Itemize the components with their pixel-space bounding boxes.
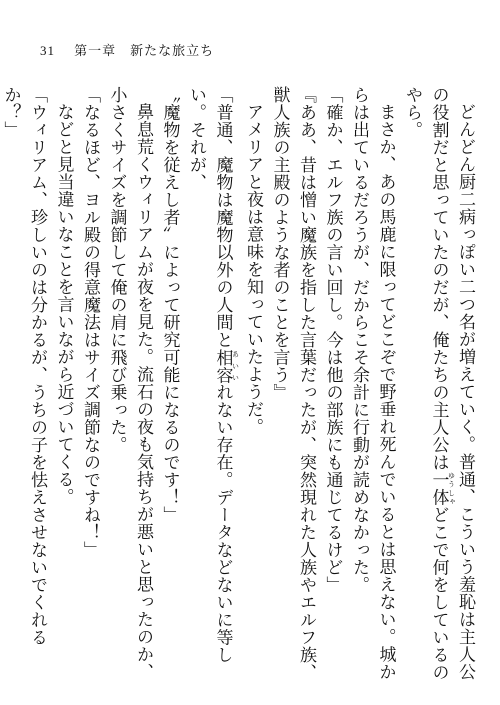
dialogue-line: 「確か、エルフ族の言い回し。今は他の部族にも通じてるけど」	[322, 86, 343, 594]
ruby-reading: ゆうしゃ	[447, 471, 456, 506]
paragraph: まさか、あの馬鹿に限ってどこぞで野垂れ死んでいるとは思えない。城からは出ているだろうが、だからこそ余計に行動が読めなかった。	[349, 86, 396, 681]
page-number: 31	[40, 43, 55, 58]
ruby-base: 相容	[212, 348, 233, 384]
paragraph: 鼻息荒くウィリアムが夜を見た。流石の夜も気持ちが悪いと思ったのか、小さくサイズを調節して俺の肩に飛び乗った。	[106, 86, 153, 681]
paragraph: アメリアと夜は意味を知っていたようだ。	[243, 103, 263, 436]
ruby-annotation	[212, 348, 240, 384]
ruby-annotation	[428, 471, 456, 506]
dialogue-line: 〝魔物を従えし者〟によって研究可能になるのです！」	[159, 86, 180, 524]
dialogue-line: 「ウィリアム、珍しいのは分かるが、うちの子を怯えさせないでくれるか？」	[0, 86, 47, 646]
dialogue-line: 「なるほど、ヨル殿の得意魔法はサイズ調節なのですね！」	[80, 86, 100, 559]
paragraph	[399, 86, 479, 684]
dialogue-line	[183, 86, 240, 684]
running-head	[40, 40, 214, 59]
paragraph: などと見当違いなことを言いながら近づいてくる。	[53, 103, 74, 506]
ruby-base: 一体	[428, 471, 449, 506]
paragraph-text: 「普通、魔物は魔物以外の人間と	[212, 86, 233, 349]
ruby-reading: あいい	[231, 348, 240, 384]
dialogue-line: 『ああ、昔は憎い魔族を指した言葉だったが、突然現れた人族やエルフ族、獣人族の主殿のような者のことを言う』	[269, 86, 316, 681]
paragraph-text: どこで何をしているのやら。	[402, 86, 449, 681]
paragraph-text: れない存在。データなどないに等しい。それが、	[186, 86, 233, 664]
paragraph-text: どんどん厨二病っぽい二つ名が増えていく。普通、こういう羞恥は主人公の役割だと思っていたのだが、俺たちの主人公は	[428, 86, 475, 681]
chapter-title: 第一章 新たな旅立ち	[74, 44, 215, 59]
vertical-body-text	[0, 86, 478, 684]
